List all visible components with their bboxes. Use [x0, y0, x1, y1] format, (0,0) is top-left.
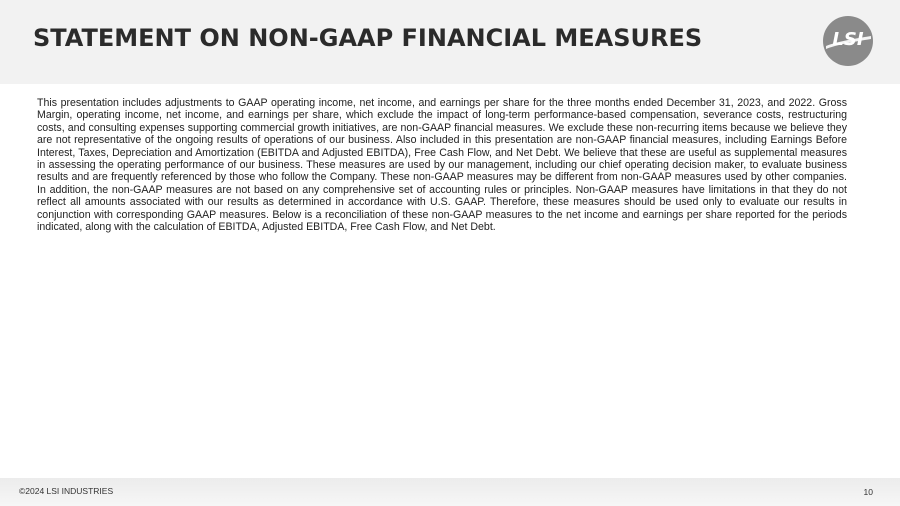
slide-header — [0, 0, 900, 84]
slide-footer — [0, 478, 900, 506]
page-number: 10 — [863, 487, 873, 497]
page-title: STATEMENT ON NON-GAAP FINANCIAL MEASURES — [33, 24, 703, 52]
logo-lettering: LSI — [832, 29, 864, 50]
lsi-logo-icon — [822, 15, 874, 67]
copyright-text: ©2024 LSI INDUSTRIES — [19, 486, 114, 496]
disclosure-paragraph: This presentation includes adjustments to GAAP operating income, net income, and earnings per share for the three months ended December 31, 2023, and 2022. Gross Margin, operating income, net income, and earnings per share, which exclude the impact of long-term performance-based compensation, severance costs, restructuring costs, and consulting expenses supporting commercial growth initiatives, are non-GAAP financial measures. We exclude these non-recurring items because we believe they are not representative of the ongoing results of operations of our business. Also included in this presentation are non-GAAP financial measures, including Earnings Before Interest, Taxes, Depreciation and Amortization (EBITDA and Adjusted EBITDA), Free Cash Flow, and Net Debt. We believe that these are useful as supplemental measures in assessing the operating performance of our business. These measures are used by our management, including our chief operating decision maker, to evaluate business results and are frequently referenced by those who follow the Company. These non-GAAP measures may be different from non-GAAP measures used by other companies. In addition, the non-GAAP measures are not based on any comprehensive set of accounting rules or principles. Non-GAAP measures have limitations in that they do not reflect all amounts associated with our results as determined in accordance with U.S. GAAP. Therefore, these measures should be used only to evaluate our results in conjunction with corresponding GAAP measures. Below is a reconciliation of these non-GAAP measures to the net income and earnings per share reported for the periods indicated, along with the calculation of EBITDA, Adjusted EBITDA, Free Cash Flow, and Net Debt. — [37, 97, 847, 234]
